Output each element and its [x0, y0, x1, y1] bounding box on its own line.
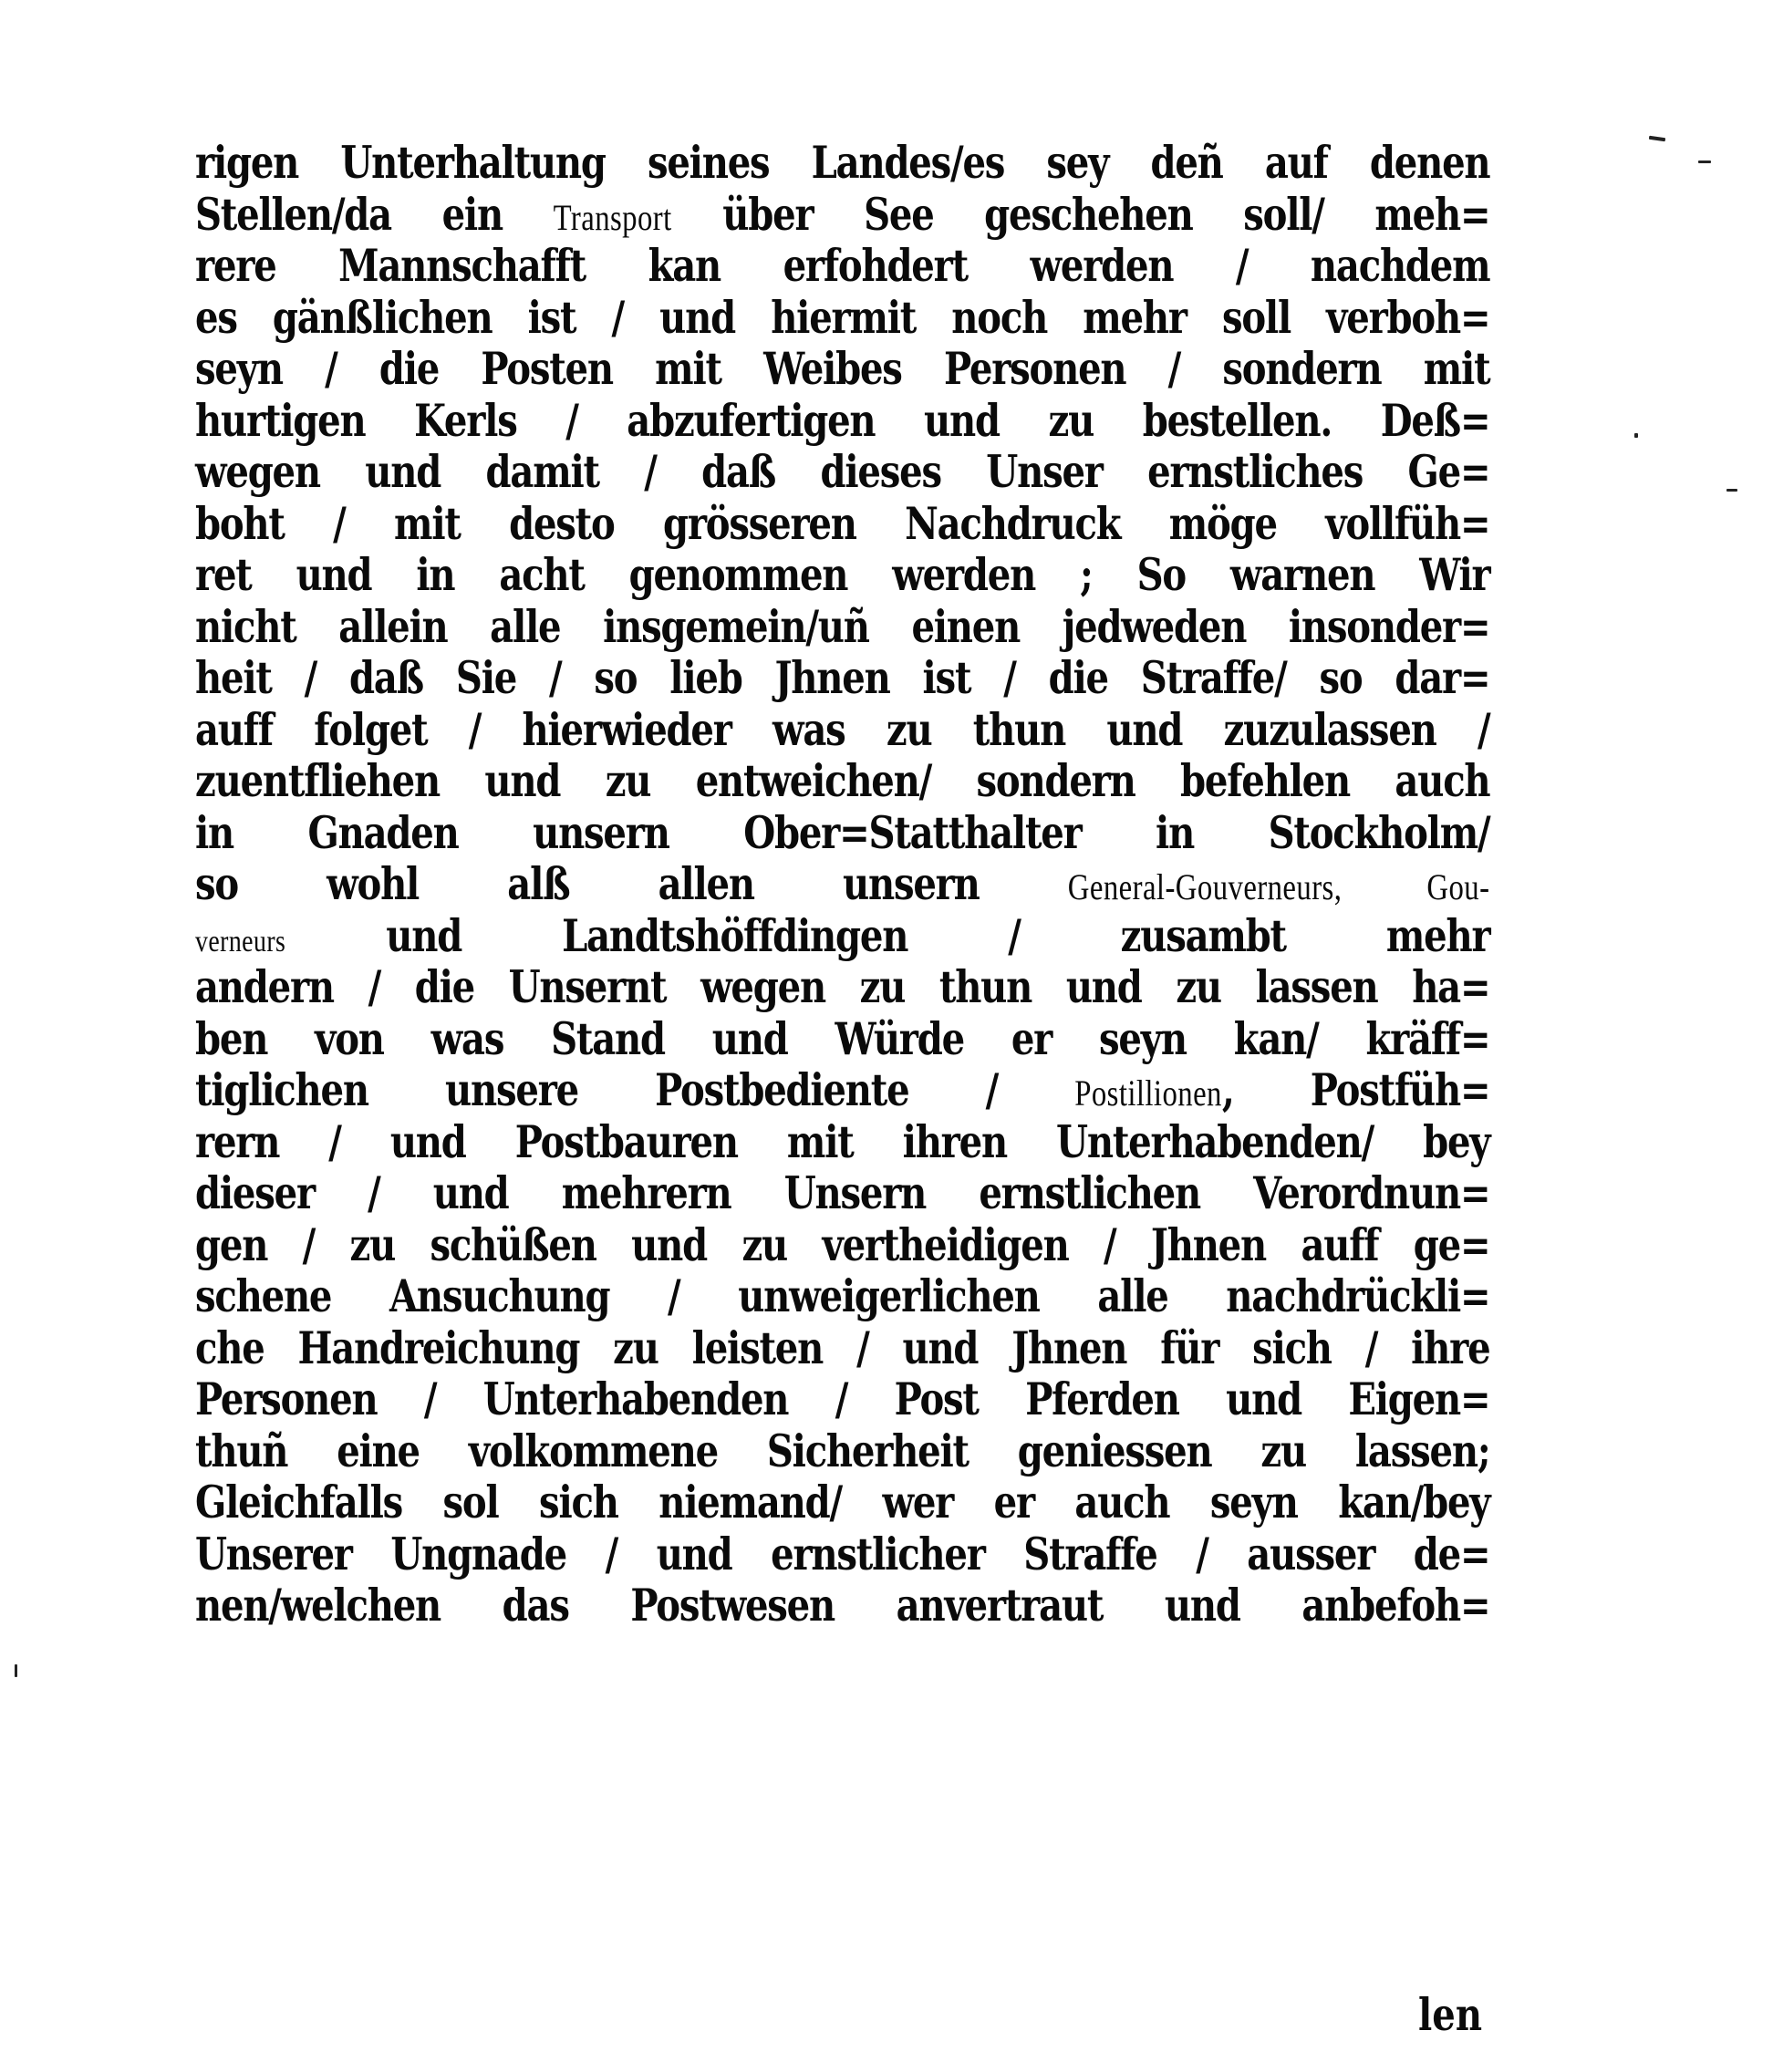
scan-speck — [1726, 489, 1737, 492]
fraktur-text: es gänßlichen ist / und hiermit noch mehr soll verboh= — [195, 290, 1490, 344]
text-line — [195, 1322, 1489, 1374]
fraktur-text: ben von was Stand und Würde er seyn kan/ kräff= — [195, 1011, 1490, 1065]
scan-speck — [1698, 161, 1711, 163]
text-line — [195, 807, 1489, 859]
text-line — [195, 1167, 1489, 1219]
fraktur-text: thuñ eine volkommene Sicherheit geniessen zu lassen; — [195, 1424, 1490, 1477]
text-line — [195, 1373, 1489, 1425]
text-line — [195, 1064, 1489, 1116]
catchword: len — [1418, 1988, 1483, 2041]
text-line — [195, 549, 1489, 601]
text-line — [195, 292, 1489, 344]
text-line — [195, 601, 1489, 653]
fraktur-text: andern / die Unsernt wegen zu thun und zu lassen ha= — [195, 960, 1490, 1013]
fraktur-text: tiglichen unsere Postbediente / — [195, 1063, 1075, 1116]
fraktur-text: in Gnaden unsern Ober=Statthalter in Stockholm/ — [195, 805, 1490, 859]
fraktur-text: auff folget / hierwieder was zu thun und zuzulassen / — [195, 702, 1490, 756]
fraktur-text: heit / daß Sie / so lieb Jhnen ist / die Straffe/ so dar= — [195, 651, 1490, 704]
scan-speck — [15, 1664, 17, 1677]
fraktur-text: gen / zu schüßen und zu vertheidigen / Jhnen auff ge= — [195, 1217, 1490, 1271]
roman-type-word: Transport — [553, 196, 672, 238]
fraktur-text: , Postfüh= — [1221, 1063, 1490, 1116]
text-line — [195, 755, 1489, 807]
fraktur-text: schene Ansuchung / unweigerlichen alle nachdrückli= — [195, 1269, 1490, 1322]
text-line — [195, 1476, 1489, 1528]
text-line — [195, 961, 1489, 1013]
fraktur-text: nicht allein alle insgemein/uñ einen jedweden insonder= — [195, 599, 1490, 653]
fraktur-text: nen/welchen das Postwesen anvertraut und anbefoh= — [195, 1579, 1490, 1632]
text-line — [195, 1580, 1489, 1632]
fraktur-text: so wohl alß allen unsern — [195, 857, 1068, 910]
scan-speck — [1634, 433, 1638, 438]
text-line — [195, 1528, 1489, 1580]
text-line — [195, 1116, 1489, 1168]
text-line — [195, 1013, 1489, 1065]
roman-type-word: verneurs — [195, 924, 286, 958]
text-line — [195, 1425, 1489, 1477]
fraktur-text: rere Mannschafft kan erfohdert werden / nachdem — [195, 239, 1490, 292]
fraktur-text: wegen und damit / daß dieses Unser ernstliches Ge= — [195, 445, 1490, 498]
fraktur-text: seyn / die Posten mit Weibes Personen / sondern mit — [195, 342, 1490, 395]
fraktur-text: che Handreichung zu leisten / und Jhnen für sich / ihre — [195, 1321, 1490, 1374]
text-line — [195, 446, 1489, 498]
text-line — [195, 343, 1489, 395]
fraktur-text: hurtigen Kerls / abzufertigen und zu bestellen. Deß= — [195, 393, 1490, 447]
roman-type-word: General-Gouverneurs, Gou- — [1067, 866, 1490, 907]
fraktur-text: Personen / Unterhabenden / Post Pferden und Eigen= — [195, 1373, 1490, 1425]
text-line — [195, 652, 1489, 704]
text-line — [195, 704, 1489, 756]
fraktur-text: dieser / und mehrern Unsern ernstlichen Verordnun= — [195, 1166, 1490, 1219]
text-line — [195, 1270, 1489, 1322]
text-line — [195, 189, 1489, 241]
fraktur-text: zuentfliehen und zu entweichen/ sondern befehlen auch — [195, 754, 1490, 807]
text-line — [195, 910, 1489, 962]
text-line — [195, 395, 1489, 447]
fraktur-text: Stellen/da ein — [195, 187, 554, 241]
fraktur-text: boht / mit desto grösseren Nachdruck möge vollfüh= — [195, 496, 1490, 550]
text-line — [195, 858, 1489, 910]
body-text — [195, 137, 1490, 1632]
handwritten-folio-number — [1615, 78, 1740, 187]
roman-type-word: Postillionen — [1074, 1072, 1222, 1114]
fraktur-text: rern / und Postbauren mit ihren Unterhabenden/ bey — [195, 1114, 1490, 1168]
text-line — [195, 498, 1489, 550]
fraktur-text: ret und in acht genommen werden ; So warnen Wir — [195, 548, 1490, 601]
fraktur-text: Gleichfalls sol sich niemand/ wer er auch seyn kan/bey — [195, 1476, 1490, 1528]
fraktur-text: über See geschehen soll/ meh= — [671, 187, 1490, 241]
text-line — [195, 137, 1489, 189]
fraktur-text: rigen Unterhaltung seines Landes/es sey deñ auf denen — [195, 136, 1490, 189]
text-line — [195, 1219, 1489, 1271]
fraktur-text: und Landtshöffdingen / zusambt mehr — [285, 908, 1490, 962]
text-line — [195, 240, 1489, 292]
fraktur-text: Unserer Ungnade / und ernstlicher Straffe / ausser de= — [195, 1527, 1490, 1580]
